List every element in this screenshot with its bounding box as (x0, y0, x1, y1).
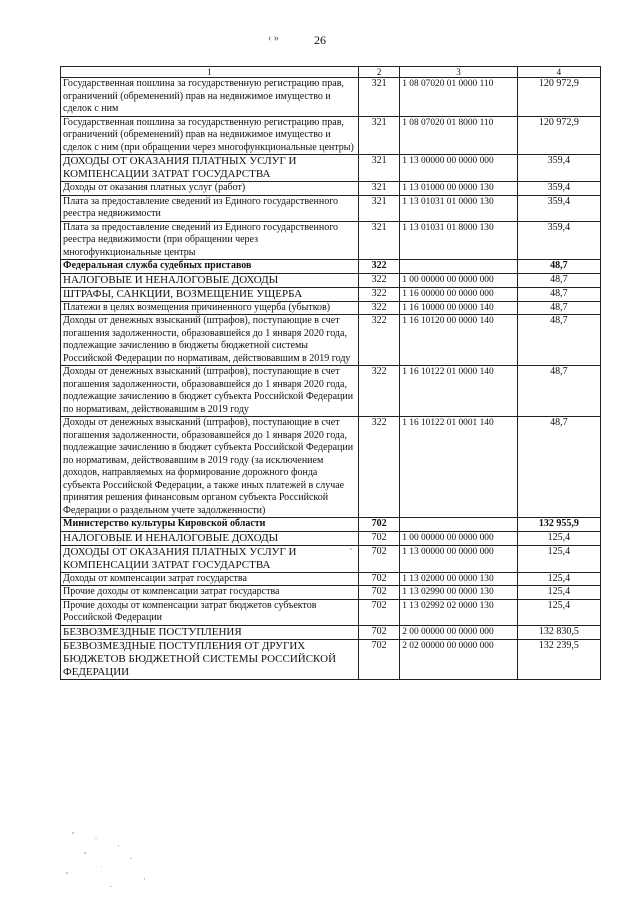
row-budget-code: 1 00 00000 00 0000 000 (400, 531, 517, 545)
row-admin-code: 702 (359, 518, 400, 532)
row-name: НАЛОГОВЫЕ И НЕНАЛОГОВЫЕ ДОХОДЫ (61, 273, 359, 287)
row-budget-code: 1 13 01031 01 8000 130 (400, 221, 517, 260)
table-header-row (61, 67, 601, 78)
row-budget-code: 1 13 02992 02 0000 130 (400, 599, 517, 625)
table-row (61, 182, 601, 196)
row-admin-code: 322 (359, 417, 400, 518)
row-admin-code: 702 (359, 599, 400, 625)
row-budget-code: 1 08 07020 01 8000 110 (400, 116, 517, 155)
row-admin-code: 702 (359, 531, 400, 545)
row-name: Платежи в целях возмещения причиненного ущерба (убытков) (61, 301, 359, 315)
row-name: Доходы от денежных взысканий (штрафов), поступающие в счет погашения задолженности, образовавшейся до 1 января 2020 года, подлежащие зачислению в бюджет субъекта Российской Федерации по нормативам, действовавшим в 2019 году (за исключением доходов, направляемых на формирование дорожного фонда субъекта Российской Федерации, а также иных платежей в случае принятия решения финансовым органом субъекта Российской Федерации о раздельном учете задолженности) (61, 417, 359, 518)
row-amount: 48,7 (517, 315, 600, 366)
table-row (61, 518, 601, 532)
row-amount: 125,4 (517, 545, 600, 572)
row-admin-code: 321 (359, 195, 400, 221)
header-col-3: 3 (400, 67, 517, 78)
table-row (61, 273, 601, 287)
row-budget-code: 2 02 00000 00 0000 000 (400, 639, 517, 679)
row-name: ДОХОДЫ ОТ ОКАЗАНИЯ ПЛАТНЫХ УСЛУГ И КОМПЕНСАЦИИ ЗАТРАТ ГОСУДАРСТВА (61, 545, 359, 572)
row-budget-code: 1 00 00000 00 0000 000 (400, 273, 517, 287)
row-admin-code: 322 (359, 366, 400, 417)
revenue-table-body (61, 67, 601, 680)
table-row (61, 639, 601, 679)
row-admin-code: 321 (359, 221, 400, 260)
row-name: БЕЗВОЗМЕЗДНЫЕ ПОСТУПЛЕНИЯ (61, 625, 359, 639)
row-amount: 48,7 (517, 417, 600, 518)
row-budget-code: 1 16 10122 01 0001 140 (400, 417, 517, 518)
revenue-table (60, 66, 601, 680)
row-budget-code: 2 00 00000 00 0000 000 (400, 625, 517, 639)
row-admin-code: 322 (359, 315, 400, 366)
row-budget-code: 1 16 10000 00 0000 140 (400, 301, 517, 315)
row-name: Государственная пошлина за государственную регистрацию прав, ограничений (обременений) прав на недвижимое имущество и сделок с ним (при обращении через многофункциональные центры) (61, 116, 359, 155)
row-budget-code: 1 13 01031 01 0000 130 (400, 195, 517, 221)
row-admin-code: 702 (359, 639, 400, 679)
row-budget-code (400, 518, 517, 532)
row-budget-code: 1 16 10122 01 0000 140 (400, 366, 517, 417)
row-name: Прочие доходы от компенсации затрат бюджетов субъектов Российской Федерации (61, 599, 359, 625)
row-amount: 125,4 (517, 586, 600, 600)
row-name: Доходы от денежных взысканий (штрафов), поступающие в счет погашения задолженности, образовавшейся до 1 января 2020 года, подлежащие зачислению в бюджеты бюджетной системы Российской Федерации по нормативам, действовавшим в 2019 году (61, 315, 359, 366)
table-row (61, 221, 601, 260)
row-name: Плата за предоставление сведений из Единого государственного реестра недвижимости (61, 195, 359, 221)
table-row (61, 260, 601, 274)
row-amount: 48,7 (517, 273, 600, 287)
row-budget-code: 1 16 00000 00 0000 000 (400, 287, 517, 301)
row-amount: 359,4 (517, 221, 600, 260)
row-amount: 48,7 (517, 366, 600, 417)
row-amount: 125,4 (517, 531, 600, 545)
table-row (61, 195, 601, 221)
row-amount: 125,4 (517, 572, 600, 586)
row-amount: 132 239,5 (517, 639, 600, 679)
row-admin-code: 321 (359, 78, 400, 117)
row-name: Государственная пошлина за государственную регистрацию прав, ограничений (обременений) прав на недвижимое имущество и сделок с ним (61, 78, 359, 117)
row-admin-code: 322 (359, 260, 400, 274)
table-row (61, 545, 601, 572)
row-name: Прочие доходы от компенсации затрат государства (61, 586, 359, 600)
row-name: Доходы от денежных взысканий (штрафов), поступающие в счет погашения задолженности, образовавшейся до 1 января 2020 года, подлежащие зачислению в бюджет субъекта Российской Федерации по нормативам, действовавшим в 2019 году (61, 366, 359, 417)
row-budget-code: 1 13 01000 00 0000 130 (400, 182, 517, 196)
table-row (61, 155, 601, 182)
row-amount: 48,7 (517, 260, 600, 274)
row-admin-code: 702 (359, 625, 400, 639)
row-name: Министерство культуры Кировской области (61, 518, 359, 532)
row-budget-code (400, 260, 517, 274)
row-amount: 125,4 (517, 599, 600, 625)
table-row (61, 417, 601, 518)
row-admin-code: 322 (359, 301, 400, 315)
row-name: Доходы от оказания платных услуг (работ) (61, 182, 359, 196)
table-row (61, 116, 601, 155)
table-row (61, 625, 601, 639)
row-budget-code: 1 13 00000 00 0000 000 (400, 155, 517, 182)
row-amount: 48,7 (517, 301, 600, 315)
row-name: НАЛОГОВЫЕ И НЕНАЛОГОВЫЕ ДОХОДЫ (61, 531, 359, 545)
row-name: ШТРАФЫ, САНКЦИИ, ВОЗМЕЩЕНИЕ УЩЕРБА (61, 287, 359, 301)
page-number (0, 33, 640, 48)
table-row (61, 572, 601, 586)
page-number-text: 26 (314, 33, 326, 47)
header-col-2: 2 (359, 67, 400, 78)
row-admin-code: 321 (359, 116, 400, 155)
row-admin-code: 702 (359, 572, 400, 586)
row-budget-code: 1 16 10120 00 0000 140 (400, 315, 517, 366)
header-col-4: 4 (517, 67, 600, 78)
row-budget-code: 1 13 02990 00 0000 130 (400, 586, 517, 600)
row-amount: 120 972,9 (517, 116, 600, 155)
header-col-1: 1 (61, 67, 359, 78)
row-name: Федеральная служба судебных приставов (61, 260, 359, 274)
row-name: Доходы от компенсации затрат государства (61, 572, 359, 586)
row-admin-code: 321 (359, 182, 400, 196)
row-name: Плата за предоставление сведений из Единого государственного реестра недвижимости (при обращении через многофункциональные центры (61, 221, 359, 260)
table-row (61, 287, 601, 301)
row-budget-code: 1 13 02000 00 0000 130 (400, 572, 517, 586)
row-admin-code: 322 (359, 273, 400, 287)
table-row (61, 366, 601, 417)
row-amount: 48,7 (517, 287, 600, 301)
row-amount: 120 972,9 (517, 78, 600, 117)
table-row (61, 599, 601, 625)
table-row (61, 531, 601, 545)
row-admin-code: 702 (359, 586, 400, 600)
row-admin-code: 321 (359, 155, 400, 182)
row-admin-code: 702 (359, 545, 400, 572)
table-row (61, 586, 601, 600)
row-amount: 359,4 (517, 195, 600, 221)
row-budget-code: 1 13 00000 00 0000 000 (400, 545, 517, 572)
table-row (61, 315, 601, 366)
row-name: ДОХОДЫ ОТ ОКАЗАНИЯ ПЛАТНЫХ УСЛУГ И КОМПЕНСАЦИИ ЗАТРАТ ГОСУДАРСТВА (61, 155, 359, 182)
row-amount: 359,4 (517, 155, 600, 182)
page-mark: ‹ » (268, 33, 279, 44)
row-budget-code: 1 08 07020 01 0000 110 (400, 78, 517, 117)
table-row (61, 301, 601, 315)
row-admin-code: 322 (359, 287, 400, 301)
row-amount: 132 830,5 (517, 625, 600, 639)
row-amount: 359,4 (517, 182, 600, 196)
row-name: БЕЗВОЗМЕЗДНЫЕ ПОСТУПЛЕНИЯ ОТ ДРУГИХ БЮДЖЕТОВ БЮДЖЕТНОЙ СИСТЕМЫ РОССИЙСКОЙ ФЕДЕРАЦИИ (61, 639, 359, 679)
table-row (61, 78, 601, 117)
row-amount: 132 955,9 (517, 518, 600, 532)
